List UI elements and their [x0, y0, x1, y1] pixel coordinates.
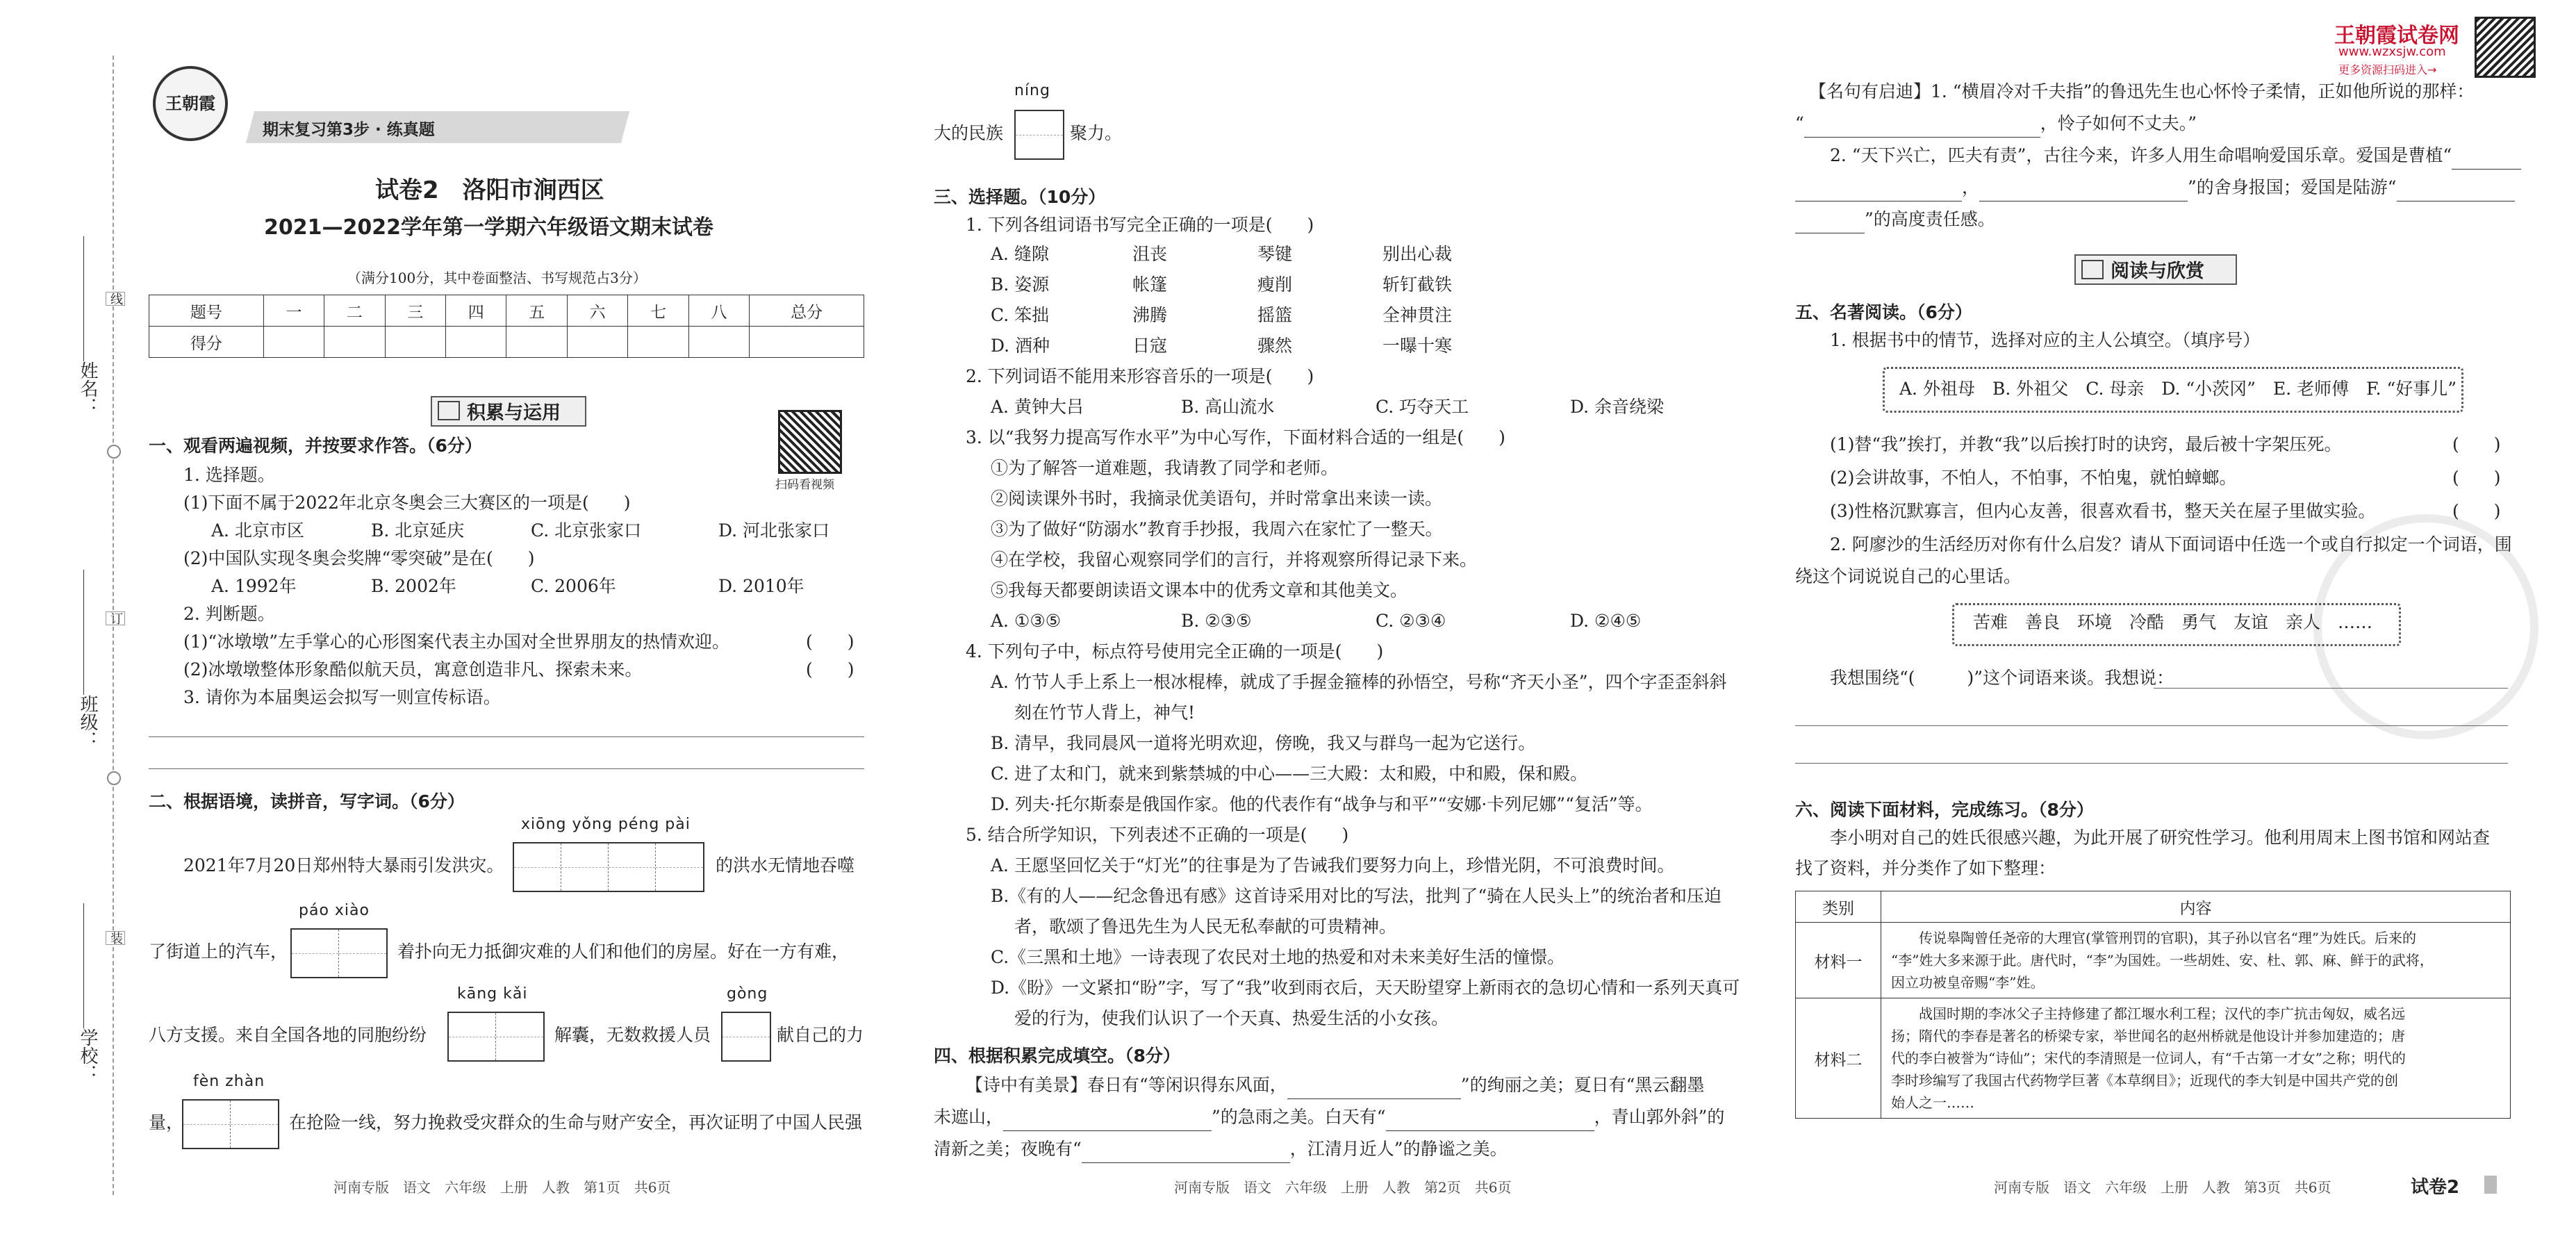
passage-text: 【诗中有美景】春日有“等闲识得东风面， [966, 1075, 1287, 1095]
character-box-group[interactable] [447, 1012, 545, 1062]
question-text: (1)“冰墩墩”左手掌心的心形图案代表主办国对全世界朋友的热情欢迎。 [183, 632, 729, 652]
passage-text: 【名句有启迪】1. “横眉冷对千夫指”的鲁迅先生也心怀怜子柔情，正如他所说的那样： [1809, 81, 2475, 101]
list-item: ③为了做好“防溺水”教育手抄报，我周六在家忙了一整天。 [991, 519, 1443, 539]
character-box-group[interactable] [721, 1012, 771, 1062]
question-text: (1)替“我”挨打，并教“我”以后挨打时的诀窍，最后被十字架压死。 [1830, 434, 2342, 454]
passage-text: ，怜子如何不丈夫。” [2040, 113, 2197, 133]
list-item: ②阅读课外书时，我摘录优美语句，并时常拿出来读一读。 [991, 488, 1443, 509]
score-cell[interactable] [750, 327, 864, 358]
question-text: (2)冰墩墩整体形象酷似航天员，寓意创造非凡、探索未来。 [183, 659, 643, 680]
score-cell[interactable] [506, 327, 567, 358]
table-row [149, 327, 864, 358]
pinyin: páo xiào [299, 902, 370, 919]
passage-text: 的洪水无情地吞噬 [716, 855, 855, 875]
question-text: 1. 根据书中的情节，选择对应的主人公填空。（填序号） [1830, 330, 2261, 350]
score-cell[interactable] [324, 327, 385, 358]
passage-text: 2021年7月20日郑州特大暴雨引发洪灾。 [183, 855, 504, 875]
option[interactable]: B. 2002年 [371, 576, 456, 596]
score-cell[interactable] [567, 327, 627, 358]
binding-dashed-line [113, 56, 114, 1195]
table-cell [1881, 923, 2511, 998]
option: 一曝十寒 [1382, 336, 1453, 356]
paper-title: 试卷2 洛阳市涧西区 [375, 176, 604, 204]
passage-text: 聚力。 [1070, 123, 1123, 143]
option[interactable]: D. 列夫·托尔斯泰是俄国作家。他的代表作有“战争与和平”“安娜·卡列尼娜”“复活”等。 [991, 794, 1653, 814]
section-3-heading: 三、选择题。（10分） [934, 187, 1106, 207]
character-box-group[interactable] [513, 842, 704, 892]
option: 沸腾 [1132, 305, 1168, 325]
table-line: 李时珍编写了我国古代药物学巨著《本草纲目》；近现代的李大钊是中国共产党的创 [1891, 1072, 2398, 1089]
binding-hole-icon [107, 445, 121, 459]
option[interactable]: A. 竹节人手上系上一根冰棍棒，就成了手握金箍棒的孙悟空，号称“齐天小圣”，四个字歪歪斜斜 [991, 672, 1727, 692]
answer-paren[interactable]: ( ) [2452, 434, 2501, 454]
option-continued: 者，歌颂了鲁迅先生为人民无私奉献的可贵精神。 [1014, 916, 1397, 937]
answer-paren[interactable]: ( ) [2452, 468, 2501, 488]
options-text: A. 外祖母 B. 外祖父 C. 母亲 D. “小茨冈” E. 老师傅 F. “好事儿” [1899, 379, 2457, 399]
question-text: 3. 以“我努力提高写作水平”为中心写作，下面材料合适的一组是( ) [966, 427, 1505, 447]
cut-mark-2: 订 [106, 611, 125, 625]
option-continued: 刻在竹节人背上，神气! [1014, 702, 1196, 723]
score-cell[interactable] [688, 327, 749, 358]
option[interactable]: B. ②③⑤ [1181, 611, 1252, 631]
option: 骤然 [1257, 336, 1293, 356]
passage-text: ”的急雨之美。白天有“ [1212, 1107, 1386, 1127]
option[interactable]: D. 河北张家口 [718, 520, 830, 541]
pinyin: xiōng yǒng péng pài [521, 816, 691, 833]
answer-paren[interactable]: ( ) [2452, 501, 2501, 521]
table-cell: 六 [567, 295, 627, 327]
passage-text: 未遮山， [934, 1107, 1004, 1127]
fill-blank[interactable] [2452, 148, 2521, 170]
name-label: 姓名： [77, 361, 98, 415]
paper-tag: 试卷2 [2411, 1177, 2460, 1198]
passage-text: 大的民族 [934, 123, 1004, 143]
passage-text: 了街道上的汽车， [149, 941, 288, 962]
option[interactable]: A. 黄钟大吕 [991, 397, 1084, 417]
section-4-heading: 四、根据积累完成填空。（8分） [934, 1046, 1180, 1066]
table-header: 内容 [1881, 891, 2511, 923]
qr-code-icon[interactable] [778, 410, 842, 474]
table-cell: 八 [688, 295, 749, 327]
passage-text: 2. “天下兴亡，匹夫有责”，古往今来，许多人用生命唱响爱国乐章。爱国是曹植“ [1830, 145, 2452, 165]
question-text: 2. 下列词语不能用来形容音乐的一项是( ) [966, 366, 1314, 386]
question-text: (1)下面不属于2022年北京冬奥会三大赛区的一项是( ) [183, 493, 631, 513]
fill-blank[interactable] [1287, 1078, 1461, 1099]
answer-line[interactable] [1795, 763, 2508, 764]
question-text: 2. 阿廖沙的生活经历对你有什么启发？请从下面词语中任选一个或自行拟定一个词语，围 [1830, 534, 2512, 554]
table-row [149, 295, 864, 327]
table-cell: 总分 [750, 295, 864, 327]
fill-blank[interactable] [2397, 180, 2515, 201]
question-text: (3)性格沉默寡言，但内心友善，很喜欢看书，整天关在屋子里做实验。 [1830, 501, 2376, 521]
brand-site[interactable]: www.wzxsjw.com [2338, 44, 2446, 59]
passage-text: 量， [149, 1112, 184, 1133]
table-cell: 七 [628, 295, 688, 327]
pencil-icon [438, 401, 460, 420]
list-item: ④在学校，我留心观察同学们的言行，并将观察所得记录下来。 [991, 550, 1478, 570]
cut-mark-1: 线 [106, 292, 125, 306]
pinyin: gòng [727, 985, 768, 1003]
option[interactable]: D. 2010年 [718, 576, 804, 596]
section-band-2-label: 阅读与欣赏 [2111, 261, 2204, 282]
character-box-group[interactable] [1014, 110, 1064, 160]
fill-blank[interactable] [1795, 180, 1962, 201]
page-2 [924, 0, 1740, 1243]
page-1 [139, 0, 875, 1243]
option[interactable]: A. 王愿坚回忆关于“灯光”的往事是为了告诫我们要努力向上，珍惜光阴，不可浪费时间。 [991, 855, 1675, 875]
score-cell[interactable] [385, 327, 445, 358]
question-text: 1. 选择题。 [183, 465, 275, 485]
page-3 [1785, 0, 2522, 1243]
class-field[interactable] [83, 570, 84, 695]
fill-blank[interactable] [1795, 212, 1865, 233]
passage-text: ，青山郭外斜”的 [1594, 1107, 1725, 1127]
option[interactable]: C.《三黑和土地》一诗表现了农民对土地的热爱和对未来美好生活的憧憬。 [991, 947, 1565, 967]
option: 琴键 [1257, 244, 1293, 264]
table-line: 扬；隋代的李春是著名的桥梁专家，举世闻名的赵州桥就是他设计并参加建造的；唐 [1891, 1028, 2405, 1044]
option: 全神贯注 [1382, 305, 1453, 325]
qr-caption: 扫码看视频 [775, 478, 834, 492]
class-label: 班级： [77, 695, 98, 749]
passage-text: ”的绚丽之美；夏日有“黑云翻墨 [1460, 1075, 1705, 1095]
section-1-heading: 一、观看两遍视频，并按要求作答。（6分） [149, 436, 482, 456]
passage-text: 找了资料，并分类作了如下整理： [1795, 858, 2056, 878]
passage-text: 在抢险一线，努力挽救受灾群众的生命与财产安全，再次证明了中国人民强 [289, 1112, 863, 1133]
option[interactable]: D.《盼》一文紧扣“盼”字，写了“我”收到雨衣后，天天盼望穿上新雨衣的急切心情和一系列天真可 [991, 978, 1740, 998]
option: 帐篷 [1132, 274, 1168, 295]
option: 斩钉截铁 [1382, 274, 1453, 295]
pinyin: níng [1014, 82, 1050, 99]
option[interactable]: D. 酒种 [991, 336, 1050, 356]
table-cell: 材料二 [1796, 998, 1881, 1119]
option[interactable]: C. 进了太和门，就来到紫禁城的中心——三大殿：太和殿，中和殿，保和殿。 [991, 764, 1588, 784]
table-line: “李”姓大多来源于此。唐代时，“李”为国姓。一些胡姓、安、杜、郭、麻、鲜于的武将， [1891, 952, 2434, 969]
fill-blank[interactable] [1003, 1110, 1212, 1131]
passage-text: ， [1962, 177, 1980, 197]
question-text: (2)中国队实现冬奥会奖牌“零突破”是在( ) [183, 548, 535, 568]
list-item: ①为了解答一道难题，我请教了同学和老师。 [991, 458, 1339, 478]
table-row [1796, 923, 2511, 998]
option[interactable]: A. ①③⑤ [991, 611, 1062, 631]
pinyin: fèn zhàn [193, 1073, 265, 1090]
book-icon [2081, 260, 2104, 279]
table-line: 传说皋陶曾任尧帝的大理官(掌管刑罚的官职)，其子孙以官名“理”为姓氏。后来的 [1919, 930, 2417, 946]
option: 别出心裁 [1382, 244, 1453, 264]
character-box-group[interactable] [290, 928, 388, 978]
paper-tag-marker [2484, 1176, 2497, 1194]
answer-line[interactable] [149, 768, 864, 769]
option: 瘦削 [1257, 274, 1293, 295]
table-cell: 材料一 [1796, 923, 1881, 998]
table-cell: 五 [506, 295, 567, 327]
answer-line[interactable] [1795, 725, 2508, 726]
answer-line[interactable] [149, 736, 864, 737]
score-cell[interactable] [628, 327, 688, 358]
section-6-heading: 六、阅读下面材料，完成练习。（8分） [1795, 800, 2094, 820]
option[interactable]: C. 北京张家口 [531, 520, 642, 541]
page-footer: 河南专版 语文 六年级 上册 人教 第2页 共6页 [1174, 1179, 1512, 1196]
score-table [149, 295, 864, 358]
passage-text: 着扑向无力抵御灾难的人们和他们的房屋。好在一方有难， [397, 941, 850, 962]
question-text: 1. 下列各组词语书写完全正确的一项是( ) [966, 215, 1314, 235]
table-line: 代的李白被誉为“诗仙”；宋代的李清照是一位词人，有“千古第一才女”之称；明代的 [1891, 1050, 2406, 1067]
brand-site-sub: 更多资源扫码进入→ [2338, 63, 2437, 76]
question-text: 2. 判断题。 [183, 604, 275, 624]
option[interactable]: B. 北京延庆 [371, 520, 465, 541]
score-cell[interactable] [263, 327, 324, 358]
table-cell: 三 [385, 295, 445, 327]
passage-text: 解囊，无数救援人员 [554, 1025, 711, 1045]
page-footer: 河南专版 语文 六年级 上册 人教 第1页 共6页 [333, 1179, 671, 1196]
score-note: （满分100分，其中卷面整洁、书写规范占3分） [347, 270, 647, 286]
table-cell: 题号 [149, 295, 264, 327]
question-text: 5. 结合所学知识，下列表述不正确的一项是( ) [966, 825, 1349, 845]
logo-badge: 王朝霞 [153, 66, 228, 141]
question-text: 3. 请你为本届奥运会拟写一则宣传标语。 [183, 687, 501, 707]
section-band-1-label: 积累与运用 [467, 402, 561, 424]
options-text: 苦难 善良 环境 冷酷 勇气 友谊 亲人 …… [1973, 612, 2373, 632]
name-field[interactable] [83, 236, 84, 361]
question-text: 绕这个词说说自己的心里话。 [1795, 566, 2022, 586]
table-cell [1881, 998, 2511, 1119]
option[interactable]: A. 缝隙 [991, 244, 1049, 264]
question-text: 4. 下列句子中，标点符号使用完全正确的一项是( ) [966, 641, 1384, 661]
passage-text: ，江清月近人”的静谧之美。 [1289, 1139, 1508, 1159]
fill-blank[interactable] [1979, 180, 2188, 201]
option[interactable]: D. ②④⑤ [1570, 611, 1642, 631]
table-row [1796, 998, 2511, 1119]
fill-blank[interactable] [1082, 1142, 1290, 1163]
binding-sidebar [0, 0, 139, 1243]
page-footer: 河南专版 语文 六年级 上册 人教 第3页 共6页 [1994, 1179, 2331, 1196]
cut-mark-3: 装 [106, 931, 125, 945]
option[interactable]: A. 1992年 [211, 576, 297, 596]
brand-name: 王朝霞试卷网 [2334, 24, 2459, 48]
table-cell: 二 [324, 295, 385, 327]
passage-text: 献自己的力 [777, 1025, 864, 1045]
option[interactable]: C. 2006年 [531, 576, 616, 596]
option[interactable]: B. 姿源 [991, 274, 1050, 295]
passage-text: ”的舍身报国；爱国是陆游“ [2188, 177, 2397, 197]
table-cell: 一 [263, 295, 324, 327]
option: 摇篮 [1257, 305, 1293, 325]
score-cell[interactable] [446, 327, 506, 358]
option[interactable]: C. 巧夺天工 [1376, 397, 1469, 417]
fill-blank[interactable] [1804, 116, 2040, 138]
passage-text: 八方支援。来自全国各地的同胞纷纷 [149, 1025, 427, 1045]
list-item: ⑤我每天都要朗读语文课本中的优秀文章和其他美文。 [991, 580, 1408, 600]
pinyin: kāng kǎi [457, 985, 528, 1003]
answer-line[interactable] [2154, 688, 2508, 689]
question-text: (2)会讲故事，不怕人，不怕事，不怕鬼，就怕蟑螂。 [1830, 468, 2237, 488]
option: 沮丧 [1132, 244, 1168, 264]
table-line: 战国时期的李冰父子主持修建了都江堰水利工程；汉代的李广抗击匈奴，威名远 [1919, 1005, 2405, 1022]
school-field[interactable] [83, 903, 84, 1028]
passage-text: 清新之美；夜晚有“ [934, 1139, 1082, 1159]
option[interactable]: C. 笨拙 [991, 305, 1050, 325]
answer-paren[interactable]: ( ) [806, 659, 854, 680]
section-5-heading: 五、名著阅读。（6分） [1795, 302, 1972, 322]
paper-subtitle: 2021—2022学年第一学期六年级语文期末试卷 [264, 215, 713, 240]
table-cell: 四 [446, 295, 506, 327]
step-label: 期末复习第3步 · 练真题 [263, 121, 435, 139]
option[interactable]: D. 余音绕梁 [1570, 397, 1665, 417]
option: 日寇 [1132, 336, 1168, 356]
table-header: 类别 [1796, 891, 1881, 923]
table-row [1796, 891, 2511, 923]
material-table [1795, 891, 2511, 1119]
character-box-group[interactable] [182, 1099, 279, 1149]
table-line: 因立功被皇帝赐“李”姓。 [1891, 974, 2045, 991]
option[interactable]: B.《有的人——纪念鲁迅有感》这首诗采用对比的写法，批判了“骑在人民头上”的统治者和压迫 [991, 886, 1722, 906]
table-cell: 得分 [149, 327, 264, 358]
option[interactable]: C. ②③④ [1376, 611, 1446, 631]
section-2-heading: 二、根据语境，读拼音，写字词。（6分） [149, 791, 465, 812]
qr-code-icon[interactable] [2475, 17, 2536, 78]
option[interactable]: A. 北京市区 [211, 520, 304, 541]
binding-hole-icon [107, 771, 121, 785]
passage-text: “ [1795, 113, 1804, 133]
passage-text: 李小明对自己的姓氏很感兴趣，为此开展了研究性学习。他利用周末上图书馆和网站查 [1830, 828, 2491, 848]
option-continued: 爱的行为，使我们认识了一个天真、热爱生活的小女孩。 [1014, 1008, 1449, 1028]
passage-text: ”的高度责任感。 [1865, 209, 1995, 229]
answer-paren[interactable]: ( ) [806, 632, 854, 652]
school-label: 学校： [77, 1028, 98, 1083]
option[interactable]: B. 清早，我同晨风一道将光明欢迎，傍晚，我又与群鸟一起为它送行。 [991, 733, 1536, 753]
table-line: 始人之一…… [1891, 1094, 1974, 1111]
fill-blank[interactable] [1386, 1110, 1594, 1131]
option[interactable]: B. 高山流水 [1181, 397, 1275, 417]
question-text: 我想围绕“( )”这个词语来谈。我想说： [1830, 668, 2174, 688]
